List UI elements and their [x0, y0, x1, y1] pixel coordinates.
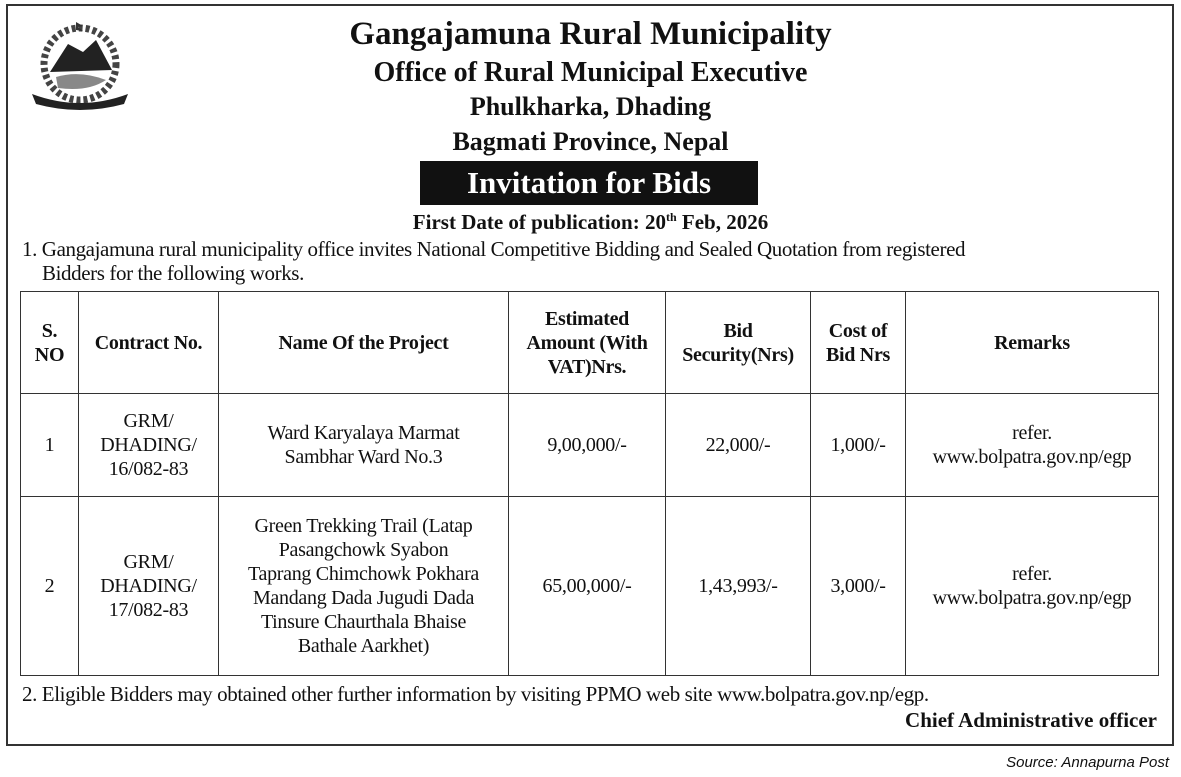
cell-line: refer. — [1012, 563, 1052, 585]
cell-line: DHADING/ — [100, 575, 197, 597]
cell-contract — [79, 497, 219, 676]
cell-cost: 1,000/- — [811, 394, 906, 497]
cell-line: refer. — [1012, 422, 1052, 444]
cell-security: 1,43,993/- — [666, 497, 811, 676]
office-location: Phulkharka, Dhading — [469, 92, 712, 121]
cell-line: NO — [34, 343, 65, 366]
cell-line: Bid Nrs — [825, 343, 891, 366]
cell-line: Contract No. — [94, 331, 203, 354]
cell-line: Security(Nrs) — [682, 343, 794, 366]
cell-line: VAT)Nrs. — [547, 355, 627, 378]
eligibility-note: 2. Eligible Bidders may obtained other further information by visiting PPMO web site www.bolpatra.gov.np/egp. — [22, 682, 929, 706]
cell-project — [219, 394, 509, 497]
table-row — [21, 394, 1159, 497]
cell-line: Taprang Chimchowk Pokhara — [247, 563, 480, 585]
cell-line: 17/082-83 — [108, 599, 189, 621]
cell-line: Name Of the Project — [278, 331, 449, 354]
signatory: Chief Administrative officer — [905, 708, 1157, 732]
cell-line: Mandang Dada Jugudi Dada — [252, 587, 475, 609]
header-bid-security — [666, 292, 811, 394]
intro-line-1: 1. Gangajamuna rural municipality office invites National Competitive Bidding and Sealed Quotation from registered — [22, 237, 966, 261]
cell-remarks — [906, 497, 1159, 676]
cell-line: S. — [41, 319, 58, 342]
header-contract-no — [79, 292, 219, 394]
cell-contract — [79, 394, 219, 497]
source-credit: Source: Annapurna Post — [1006, 754, 1169, 771]
cell-line: DHADING/ — [100, 434, 197, 456]
cell-remarks — [906, 394, 1159, 497]
cell-line: Bathale Aarkhet) — [297, 635, 430, 657]
cell-line: www.bolpatra.gov.np/egp — [932, 446, 1132, 468]
cell-sno: 2 — [21, 497, 79, 676]
header-estimated-amount — [509, 292, 666, 394]
cell-sno: 1 — [21, 394, 79, 497]
notice-title: Invitation for Bids — [420, 161, 758, 205]
cell-line: Bid — [723, 319, 753, 342]
cell-line: Pasangchowk Syabon — [278, 539, 449, 561]
cell-line: www.bolpatra.gov.np/egp — [932, 587, 1132, 609]
cell-project — [219, 497, 509, 676]
header-bid-cost — [811, 292, 906, 394]
header-sno — [21, 292, 79, 394]
publication-date — [0, 210, 1181, 235]
cell-line: Cost of — [828, 319, 888, 342]
pub-sup: th — [665, 210, 677, 224]
bids-table — [20, 291, 1159, 676]
header-remarks — [906, 292, 1159, 394]
cell-line: Ward Karyalaya Marmat — [267, 422, 460, 444]
table-row — [21, 497, 1159, 676]
cell-line: Sambhar Ward No.3 — [284, 446, 443, 468]
cell-cost: 3,000/- — [811, 497, 906, 676]
cell-line: Estimated — [545, 307, 629, 330]
cell-line: Amount (With — [526, 331, 648, 354]
cell-line: 16/082-83 — [108, 458, 189, 480]
cell-line: GRM/ — [123, 551, 174, 573]
cell-line: Tinsure Chaurthala Bhaise — [260, 611, 467, 633]
intro-line-2: Bidders for the following works. — [42, 261, 304, 285]
cell-line: Green Trekking Trail (Latap — [254, 515, 473, 537]
pub-suffix: Feb, 2026 — [676, 210, 769, 234]
cell-amount: 65,00,000/- — [509, 497, 666, 676]
cell-amount: 9,00,000/- — [509, 394, 666, 497]
municipality-title: Gangajamuna Rural Municipality — [349, 16, 832, 52]
office-name: Office of Rural Municipal Executive — [373, 57, 808, 88]
cell-security: 22,000/- — [666, 394, 811, 497]
header-project-name — [219, 292, 509, 394]
table-header-row — [21, 292, 1159, 394]
province: Bagmati Province, Nepal — [452, 127, 729, 156]
cell-line: GRM/ — [123, 410, 174, 432]
pub-prefix: First Date of publication: 20 — [412, 210, 666, 234]
cell-line: Remarks — [994, 331, 1070, 354]
